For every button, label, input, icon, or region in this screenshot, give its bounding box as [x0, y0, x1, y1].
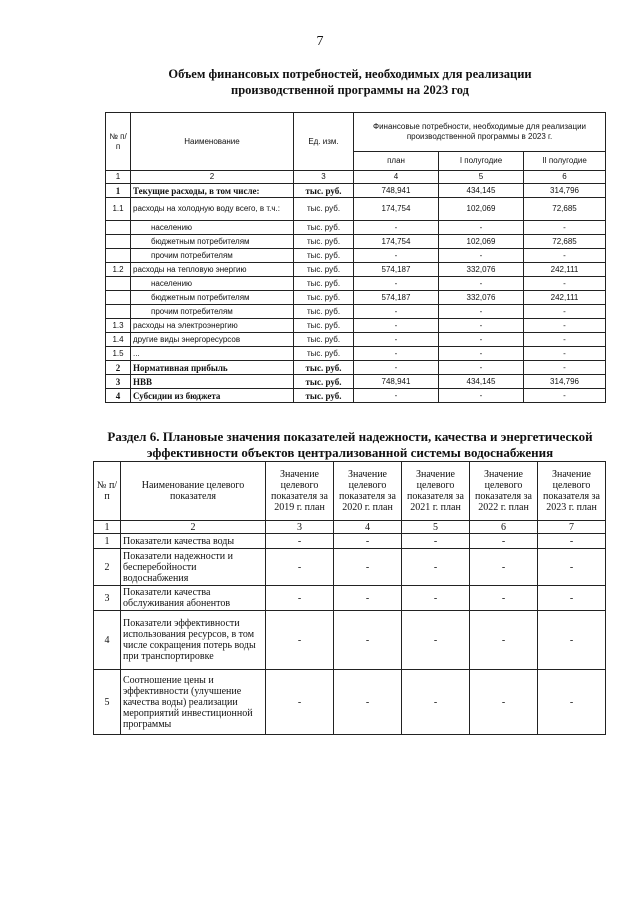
- financial-needs-table: [105, 112, 606, 403]
- cell-value: -: [470, 534, 538, 549]
- cell-num: [106, 249, 131, 263]
- cell-name: расходы на холодную воду всего, в т.ч.:: [131, 198, 294, 221]
- table-row: [106, 361, 606, 375]
- cell-h1: -: [439, 389, 524, 403]
- header-2020: Значение целевого показателя за 2020 г. план: [334, 462, 402, 521]
- cell-value: -: [470, 549, 538, 586]
- col-number: 5: [439, 171, 524, 184]
- cell-unit: тыс. руб.: [294, 198, 354, 221]
- table-row: [106, 291, 606, 305]
- cell-num: 1.5: [106, 347, 131, 361]
- cell-h2: 314,796: [524, 184, 606, 198]
- cell-h1: 434,145: [439, 375, 524, 389]
- cell-unit: тыс. руб.: [294, 249, 354, 263]
- cell-h2: 72,685: [524, 235, 606, 249]
- cell-h1: 332,076: [439, 263, 524, 277]
- cell-h2: -: [524, 249, 606, 263]
- cell-unit: тыс. руб.: [294, 361, 354, 375]
- table-row: [106, 263, 606, 277]
- cell-plan: 574,187: [354, 263, 439, 277]
- cell-unit: тыс. руб.: [294, 263, 354, 277]
- cell-h2: -: [524, 361, 606, 375]
- cell-plan: -: [354, 319, 439, 333]
- cell-value: -: [538, 611, 606, 670]
- cell-h1: -: [439, 249, 524, 263]
- cell-h2: -: [524, 389, 606, 403]
- header-fin: Финансовые потребности, необходимые для реализации производственной программы в 2023 г.: [354, 113, 606, 152]
- cell-name: ...: [131, 347, 294, 361]
- cell-value: -: [266, 611, 334, 670]
- cell-plan: 574,187: [354, 291, 439, 305]
- cell-value: -: [470, 670, 538, 735]
- cell-value: -: [470, 611, 538, 670]
- cell-name: Показатели эффективности использования ресурсов, в том числе сокращения потерь воды при транспортировке: [121, 611, 266, 670]
- col-number: 1: [94, 521, 121, 534]
- table-row: [94, 549, 606, 586]
- cell-num: [106, 291, 131, 305]
- cell-name: Соотношение цены и эффективности (улучшение качества воды) реализации мероприятий инвестиционной программы: [121, 670, 266, 735]
- cell-name: населению: [131, 221, 294, 235]
- cell-num: 5: [94, 670, 121, 735]
- cell-value: -: [334, 611, 402, 670]
- page-number: 7: [316, 34, 324, 49]
- table-row: [106, 249, 606, 263]
- cell-num: 1: [94, 534, 121, 549]
- cell-plan: 748,941: [354, 184, 439, 198]
- cell-plan: 174,754: [354, 235, 439, 249]
- header-name: Наименование: [131, 113, 294, 171]
- cell-value: -: [402, 549, 470, 586]
- cell-h1: -: [439, 361, 524, 375]
- cell-value: -: [402, 534, 470, 549]
- indicators-table: [93, 461, 606, 735]
- cell-name: Показатели надежности и бесперебойности водоснабжения: [121, 549, 266, 586]
- cell-unit: тыс. руб.: [294, 277, 354, 291]
- cell-name: НВВ: [131, 375, 294, 389]
- cell-h2: -: [524, 347, 606, 361]
- table-row: [106, 184, 606, 198]
- cell-h2: 242,111: [524, 291, 606, 305]
- cell-h1: 102,069: [439, 235, 524, 249]
- cell-num: 4: [94, 611, 121, 670]
- cell-name: Текущие расходы, в том числе:: [131, 184, 294, 198]
- cell-h1: -: [439, 305, 524, 319]
- section2-title: Раздел 6. Плановые значения показателей надежности, качества и энергетической эффективности объектов централизованной системы водоснабжения: [107, 429, 593, 460]
- header-2023: Значение целевого показателя за 2023 г. план: [538, 462, 606, 521]
- col-number: 3: [294, 171, 354, 184]
- cell-h2: 242,111: [524, 263, 606, 277]
- cell-h2: 72,685: [524, 198, 606, 221]
- table-row: [106, 221, 606, 235]
- cell-unit: тыс. руб.: [294, 347, 354, 361]
- cell-name: прочим потребителям: [131, 249, 294, 263]
- header-name: Наименование целевого показателя: [121, 462, 266, 521]
- cell-name: Субсидии из бюджета: [131, 389, 294, 403]
- cell-value: -: [538, 534, 606, 549]
- cell-value: -: [334, 549, 402, 586]
- cell-name: расходы на электроэнергию: [131, 319, 294, 333]
- cell-num: 3: [106, 375, 131, 389]
- table-header-row: [94, 462, 606, 521]
- cell-name: другие виды энергоресурсов: [131, 333, 294, 347]
- col-number: 5: [402, 521, 470, 534]
- cell-plan: -: [354, 361, 439, 375]
- table-row: [106, 277, 606, 291]
- cell-plan: -: [354, 221, 439, 235]
- header-2021: Значение целевого показателя за 2021 г. план: [402, 462, 470, 521]
- cell-name: бюджетным потребителям: [131, 291, 294, 305]
- cell-plan: -: [354, 277, 439, 291]
- cell-plan: -: [354, 305, 439, 319]
- cell-unit: тыс. руб.: [294, 333, 354, 347]
- cell-plan: -: [354, 347, 439, 361]
- cell-h2: -: [524, 221, 606, 235]
- cell-num: [106, 221, 131, 235]
- table-row: [106, 198, 606, 221]
- cell-plan: 174,754: [354, 198, 439, 221]
- cell-h1: -: [439, 347, 524, 361]
- table-row: [94, 586, 606, 611]
- cell-value: -: [538, 670, 606, 735]
- col-number: 7: [538, 521, 606, 534]
- cell-h1: -: [439, 319, 524, 333]
- cell-value: -: [538, 586, 606, 611]
- table-row: [106, 389, 606, 403]
- cell-value: -: [470, 586, 538, 611]
- cell-value: -: [334, 670, 402, 735]
- cell-h2: -: [524, 305, 606, 319]
- cell-num: 1.1: [106, 198, 131, 221]
- table-row: [106, 375, 606, 389]
- cell-name: расходы на тепловую энергию: [131, 263, 294, 277]
- table-row: [94, 611, 606, 670]
- table-row: [106, 305, 606, 319]
- col-number: 1: [106, 171, 131, 184]
- table-row: [106, 333, 606, 347]
- cell-num: [106, 235, 131, 249]
- header-h1: I полугодие: [439, 152, 524, 171]
- cell-name: Показатели качества обслуживания абонентов: [121, 586, 266, 611]
- cell-value: -: [266, 534, 334, 549]
- cell-h2: -: [524, 319, 606, 333]
- header-plan: план: [354, 152, 439, 171]
- cell-value: -: [266, 670, 334, 735]
- cell-unit: тыс. руб.: [294, 319, 354, 333]
- table-row: [94, 534, 606, 549]
- cell-unit: тыс. руб.: [294, 221, 354, 235]
- cell-num: [106, 305, 131, 319]
- cell-plan: -: [354, 389, 439, 403]
- column-number-row: [94, 521, 606, 534]
- col-number: 6: [470, 521, 538, 534]
- cell-num: 2: [94, 549, 121, 586]
- cell-value: -: [402, 611, 470, 670]
- cell-num: 1: [106, 184, 131, 198]
- cell-h1: 332,076: [439, 291, 524, 305]
- header-num: № п/ п: [94, 462, 121, 521]
- cell-num: [106, 277, 131, 291]
- col-number: 6: [524, 171, 606, 184]
- table-row: [94, 670, 606, 735]
- cell-num: 4: [106, 389, 131, 403]
- header-2019: Значение целевого показателя за 2019 г. план: [266, 462, 334, 521]
- col-number: 2: [121, 521, 266, 534]
- cell-h1: -: [439, 277, 524, 291]
- cell-unit: тыс. руб.: [294, 305, 354, 319]
- col-number: 4: [354, 171, 439, 184]
- cell-value: -: [266, 586, 334, 611]
- table-row: [106, 235, 606, 249]
- cell-name: Нормативная прибыль: [131, 361, 294, 375]
- cell-name: прочим потребителям: [131, 305, 294, 319]
- cell-h1: -: [439, 333, 524, 347]
- header-num: № п/п: [106, 113, 131, 171]
- cell-unit: тыс. руб.: [294, 235, 354, 249]
- cell-h1: 102,069: [439, 198, 524, 221]
- col-number: 2: [131, 171, 294, 184]
- cell-value: -: [538, 549, 606, 586]
- cell-unit: тыс. руб.: [294, 389, 354, 403]
- cell-num: 3: [94, 586, 121, 611]
- cell-h2: -: [524, 333, 606, 347]
- header-unit: Ед. изм.: [294, 113, 354, 171]
- header-h2: II полугодие: [524, 152, 606, 171]
- header-2022: Значение целевого показателя за 2022 г. план: [470, 462, 538, 521]
- table-row: [106, 319, 606, 333]
- cell-h2: 314,796: [524, 375, 606, 389]
- cell-name: Показатели качества воды: [121, 534, 266, 549]
- cell-value: -: [402, 586, 470, 611]
- cell-value: -: [334, 586, 402, 611]
- cell-value: -: [266, 549, 334, 586]
- cell-value: -: [334, 534, 402, 549]
- cell-unit: тыс. руб.: [294, 291, 354, 305]
- cell-plan: 748,941: [354, 375, 439, 389]
- cell-unit: тыс. руб.: [294, 375, 354, 389]
- cell-num: 1.2: [106, 263, 131, 277]
- cell-h1: 434,145: [439, 184, 524, 198]
- cell-num: 1.3: [106, 319, 131, 333]
- cell-unit: тыс. руб.: [294, 184, 354, 198]
- cell-plan: -: [354, 249, 439, 263]
- cell-num: 1.4: [106, 333, 131, 347]
- cell-name: бюджетным потребителям: [131, 235, 294, 249]
- cell-name: населению: [131, 277, 294, 291]
- cell-h1: -: [439, 221, 524, 235]
- col-number: 4: [334, 521, 402, 534]
- column-number-row: [106, 171, 606, 184]
- col-number: 3: [266, 521, 334, 534]
- table-row: [106, 347, 606, 361]
- cell-num: 2: [106, 361, 131, 375]
- cell-plan: -: [354, 333, 439, 347]
- cell-value: -: [402, 670, 470, 735]
- cell-h2: -: [524, 277, 606, 291]
- section1-title: Объем финансовых потребностей, необходимых для реализации производственной программы на 2023 год: [168, 67, 532, 97]
- table-header-row: [106, 113, 606, 152]
